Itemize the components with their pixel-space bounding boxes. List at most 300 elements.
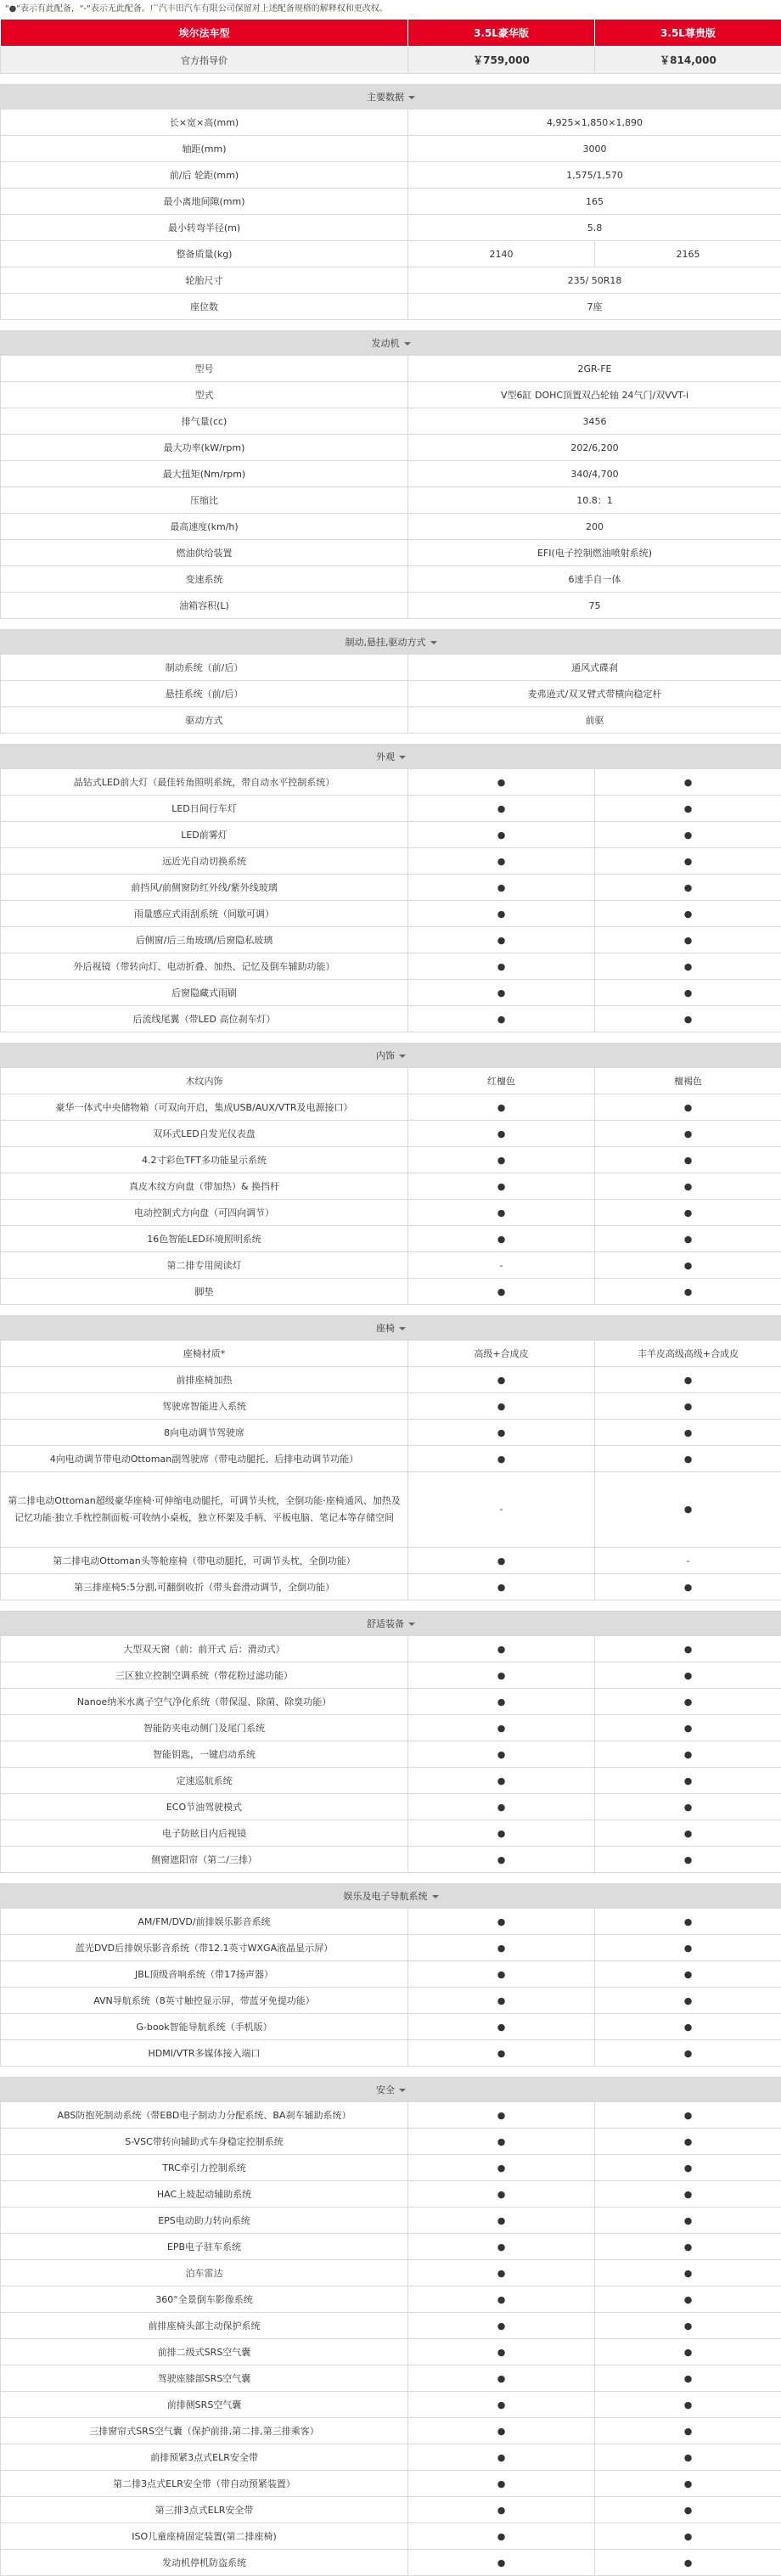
spec-row — [1, 1768, 781, 1794]
spec-label: 电子防眩目内后视镜 — [1, 1820, 408, 1847]
spec-value-luxury: ● — [408, 2471, 595, 2497]
section-spacer — [1, 320, 781, 331]
spec-label: 智能防夹电动侧门及尾门系统 — [1, 1715, 408, 1741]
spec-value-premium: ● — [595, 2497, 781, 2523]
spec-row — [1, 822, 781, 848]
spacer-cell — [1, 320, 781, 331]
spec-label: 前排座椅加热 — [1, 1367, 408, 1393]
spec-label: 轮胎尺寸 — [1, 267, 408, 294]
spec-value-premium: ● — [595, 2040, 781, 2067]
spec-value-luxury: ● — [408, 2418, 595, 2444]
spec-row — [1, 2339, 781, 2365]
chevron-down-icon[interactable] — [399, 756, 406, 759]
spec-label: LED日间行车灯 — [1, 796, 408, 822]
spec-value-luxury: ● — [408, 2365, 595, 2392]
spec-label: 豪华一体式中央储物箱（可双向开启，集成USB/AUX/VTR及电源接口） — [1, 1094, 408, 1121]
spec-row — [1, 1147, 781, 1173]
spec-value-shared: 10.8：1 — [408, 487, 781, 514]
section-header[interactable] — [1, 1611, 781, 1636]
spec-row — [1, 382, 781, 408]
spec-label: 长×宽×高(mm) — [1, 110, 408, 136]
spec-value-premium: ● — [595, 1909, 781, 1935]
spec-value-luxury: ● — [408, 2392, 595, 2418]
spec-value-premium: ● — [595, 1147, 781, 1173]
spec-value-luxury: ● — [408, 1820, 595, 1847]
spec-label: 油箱容积(L) — [1, 593, 408, 619]
section-title: 内饰 — [376, 1050, 395, 1061]
spec-row — [1, 2129, 781, 2155]
spec-value-luxury: ● — [408, 1420, 595, 1446]
spacer-cell — [1, 1305, 781, 1316]
spec-label: 远近光自动切换系统 — [1, 848, 408, 875]
spacer-cell — [1, 1873, 781, 1884]
spec-row — [1, 2313, 781, 2339]
spec-label: AM/FM/DVD/前排娱乐影音系统 — [1, 1909, 408, 1935]
section-header[interactable] — [1, 630, 781, 655]
spec-row — [1, 110, 781, 136]
spec-value-luxury: ● — [408, 1935, 595, 1961]
spec-label: G-book智能导航系统（手机版） — [1, 2014, 408, 2040]
spec-row — [1, 655, 781, 681]
spec-label: 外后视镜（带转向灯、电动折叠、加热、记忆及倒车辅助功能） — [1, 953, 408, 980]
spec-label: 大型双天窗（前：前开式 后：滑动式） — [1, 1636, 408, 1662]
spec-value-premium: ● — [595, 2208, 781, 2234]
spec-value-premium: ● — [595, 1420, 781, 1446]
section-title: 安全 — [376, 2084, 395, 2095]
section-title: 舒适装备 — [367, 1618, 404, 1629]
spec-value-luxury: ● — [408, 2129, 595, 2155]
spec-table — [0, 19, 781, 2576]
spec-value-premium: ● — [595, 1446, 781, 1472]
spec-row — [1, 540, 781, 566]
spec-value-premium: ● — [595, 2234, 781, 2260]
spec-row — [1, 980, 781, 1006]
spec-label: 4.2寸彩色TFT多功能显示系统 — [1, 1147, 408, 1173]
spec-value-luxury: ● — [408, 848, 595, 875]
section-title: 制动,悬挂,驱动方式 — [346, 637, 426, 648]
spec-label: 座椅材质* — [1, 1341, 408, 1367]
spec-value-premium: ● — [595, 1472, 781, 1548]
spec-label: 晶钻式LED前大灯（最佳转角照明系统，带自动水平控制系统） — [1, 769, 408, 796]
spec-row — [1, 1367, 781, 1393]
section-header-cell[interactable] — [1, 1884, 781, 1909]
spec-value-premium: ● — [595, 1094, 781, 1121]
section-header[interactable] — [1, 745, 781, 769]
spec-label: 4向电动调节带电动Ottoman副驾驶席（带电动腿托、后排电动调节功能） — [1, 1446, 408, 1472]
spec-row — [1, 2550, 781, 2576]
spec-label: 燃油供给装置 — [1, 540, 408, 566]
spec-label: 前挡风/前侧窗防红外线/紫外线玻璃 — [1, 875, 408, 901]
spec-label: 后流线尾翼（带LED 高位刹车灯） — [1, 1006, 408, 1032]
spec-row — [1, 2392, 781, 2418]
chevron-down-icon[interactable] — [404, 342, 411, 346]
spec-value-premium: ● — [595, 1279, 781, 1305]
spacer-cell — [1, 734, 781, 745]
spec-value-luxury: ● — [408, 2014, 595, 2040]
spec-value-premium: ● — [595, 1961, 781, 1988]
spec-value-shared: 4,925×1,850×1,890 — [408, 110, 781, 136]
spec-value-luxury: ● — [408, 1121, 595, 1147]
spec-value-luxury: ● — [408, 980, 595, 1006]
spec-value-premium: ● — [595, 2260, 781, 2286]
chevron-down-icon[interactable] — [399, 2089, 406, 2092]
spec-row — [1, 2523, 781, 2550]
spec-value-premium: ● — [595, 2444, 781, 2471]
spec-label: JBL顶级音响系统（带17扬声器） — [1, 1961, 408, 1988]
spec-value-premium: ● — [595, 1662, 781, 1689]
spec-row — [1, 1252, 781, 1279]
spec-value-shared: 3456 — [408, 408, 781, 435]
section-title: 娱乐及电子导航系统 — [344, 1891, 428, 1902]
spec-row — [1, 2497, 781, 2523]
spec-value-premium: ● — [595, 980, 781, 1006]
section-spacer — [1, 1873, 781, 1884]
spec-row — [1, 514, 781, 540]
section-header-cell[interactable] — [1, 331, 781, 356]
section-spacer — [1, 2067, 781, 2078]
spec-label: 制动系统（前/后） — [1, 655, 408, 681]
spec-row — [1, 1988, 781, 2014]
spec-value-luxury: ● — [408, 953, 595, 980]
section-title: 主要数据 — [367, 92, 404, 103]
spec-label: 前排二级式SRS空气囊 — [1, 2339, 408, 2365]
spec-value-premium: ● — [595, 1689, 781, 1715]
spec-label: 后侧窗/后三角玻璃/后窗隐私玻璃 — [1, 927, 408, 953]
disclaimer-note: "●"表示有此配备，"-"表示无此配备。广汽丰田汽车有限公司保留对上述配备规格的解释权和更改权。 — [0, 0, 781, 19]
spec-value-premium: ● — [595, 901, 781, 927]
spec-label: 型式 — [1, 382, 408, 408]
spec-value-premium: 丰羊皮高级高级+合成皮 — [595, 1341, 781, 1367]
spec-row — [1, 2040, 781, 2067]
spec-value-premium: ● — [595, 1252, 781, 1279]
spec-value-shared: 165 — [408, 188, 781, 215]
section-header[interactable] — [1, 331, 781, 356]
spec-label: 最小转弯半径(m) — [1, 215, 408, 241]
spec-value-luxury: ● — [408, 1147, 595, 1173]
spec-label: S-VSC带转向辅助式车身稳定控制系统 — [1, 2129, 408, 2155]
spec-value-shared: 7座 — [408, 294, 781, 320]
section-title: 外观 — [376, 751, 395, 762]
trim-header-premium: 3.5L尊贵版 — [595, 20, 781, 47]
spec-row — [1, 1961, 781, 1988]
spec-value-premium: ● — [595, 1636, 781, 1662]
spec-value-shared: 通风式碟刹 — [408, 655, 781, 681]
spec-label: 发动机停机防盗系统 — [1, 2550, 408, 2576]
spec-label: 压缩比 — [1, 487, 408, 514]
spec-row — [1, 927, 781, 953]
spec-value-luxury: ● — [408, 2286, 595, 2313]
spec-row — [1, 2234, 781, 2260]
spec-value-premium: ● — [595, 2313, 781, 2339]
spec-label: 第三排3点式ELR安全带 — [1, 2497, 408, 2523]
spec-value-luxury: ● — [408, 1574, 595, 1600]
spec-value-shared: 麦弗逊式/双叉臂式带横向稳定杆 — [408, 681, 781, 707]
spec-label: 蓝光DVD后排娱乐影音系统（带12.1英寸WXGA液晶显示屏） — [1, 1935, 408, 1961]
spec-row — [1, 1820, 781, 1847]
spec-row — [1, 1121, 781, 1147]
spec-row — [1, 2418, 781, 2444]
spec-value-shared: 前驱 — [408, 707, 781, 734]
spec-value-luxury: ● — [408, 1715, 595, 1741]
spec-row — [1, 188, 781, 215]
spacer-cell — [1, 1032, 781, 1043]
spec-value-luxury: ● — [408, 796, 595, 822]
spec-row — [1, 267, 781, 294]
spec-label: TRC牵引力控制系统 — [1, 2155, 408, 2181]
spec-value-luxury: ● — [408, 1094, 595, 1121]
spec-value-luxury: ● — [408, 1200, 595, 1226]
spec-value-luxury: ● — [408, 1393, 595, 1420]
spec-row — [1, 1472, 781, 1548]
chevron-down-icon[interactable] — [432, 1895, 439, 1898]
spec-label: 第二排专用阅读灯 — [1, 1252, 408, 1279]
spec-row — [1, 2286, 781, 2313]
price-row — [1, 47, 781, 74]
spec-label: 第二排电动Ottoman头等舱座椅（带电动腿托，可调节头枕，全倒功能） — [1, 1548, 408, 1574]
spec-label: 悬挂系统（前/后） — [1, 681, 408, 707]
spec-value-premium: ● — [595, 2286, 781, 2313]
spec-value-luxury: ● — [408, 2497, 595, 2523]
spec-row — [1, 1689, 781, 1715]
spec-label: 16色智能LED环境照明系统 — [1, 1226, 408, 1252]
spec-value-premium: ● — [595, 2155, 781, 2181]
spec-value-shared: 235/ 50R18 — [408, 267, 781, 294]
spec-label: 脚垫 — [1, 1279, 408, 1305]
spec-label: HAC上坡起动辅助系统 — [1, 2181, 408, 2208]
section-spacer — [1, 1032, 781, 1043]
section-spacer — [1, 1305, 781, 1316]
spec-value-shared: 75 — [408, 593, 781, 619]
spec-label: 整备质量(kg) — [1, 241, 408, 267]
chevron-down-icon[interactable] — [408, 96, 415, 99]
spec-label: ABS防抱死制动系统（带EBD电子制动力分配系统、BA刹车辅助系统） — [1, 2102, 408, 2129]
section-header-cell[interactable] — [1, 2078, 781, 2102]
spec-value-luxury: ● — [408, 1689, 595, 1715]
spacer-cell — [1, 619, 781, 630]
chevron-down-icon[interactable] — [430, 641, 437, 644]
spec-label: 电动控制式方向盘（可四向调节） — [1, 1200, 408, 1226]
spec-value-premium: ● — [595, 1367, 781, 1393]
spec-value-luxury: ● — [408, 1367, 595, 1393]
spec-label: 第二排电动Ottoman超级豪华座椅·可伸缩电动腿托，可调节头枕，全倒功能·座椅通风、加热及记忆功能·独立手枕控制面板·可收纳小桌板，独立杯架及手柄、平板电脑、笔记本等存储空间 — [1, 1472, 408, 1548]
spec-value-shared: V型6缸 DOHC顶置双凸轮轴 24气门/双VVT-i — [408, 382, 781, 408]
spec-value-premium: ● — [595, 2365, 781, 2392]
spec-value-luxury: ● — [408, 2208, 595, 2234]
spec-label: LED前雾灯 — [1, 822, 408, 848]
spec-value-luxury: ● — [408, 1226, 595, 1252]
spec-label: 最大扭矩(Nm/rpm) — [1, 461, 408, 487]
spec-value-premium: ● — [595, 2471, 781, 2497]
section-header[interactable] — [1, 1884, 781, 1909]
spec-row — [1, 1548, 781, 1574]
spec-value-luxury: 红檀色 — [408, 1068, 595, 1094]
spec-value-premium: ● — [595, 822, 781, 848]
spec-row — [1, 2208, 781, 2234]
spec-value-premium: ● — [595, 1768, 781, 1794]
spec-value-luxury: ● — [408, 769, 595, 796]
spec-value-premium: ● — [595, 848, 781, 875]
chevron-down-icon[interactable] — [408, 1623, 415, 1626]
spec-label: 侧窗遮阳帘（第二/三排） — [1, 1847, 408, 1873]
spec-label: 驱动方式 — [1, 707, 408, 734]
spec-row — [1, 2471, 781, 2497]
section-header[interactable] — [1, 1316, 781, 1341]
spec-label: EPB电子驻车系统 — [1, 2234, 408, 2260]
spec-row — [1, 2260, 781, 2286]
spec-value-luxury: ● — [408, 1006, 595, 1032]
spec-value-luxury: ● — [408, 2550, 595, 2576]
section-header-cell[interactable] — [1, 745, 781, 769]
spec-label: 泊车雷达 — [1, 2260, 408, 2286]
spec-label: 前排座椅头部主动保护系统 — [1, 2313, 408, 2339]
spec-row — [1, 1226, 781, 1252]
price-premium: ￥814,000 — [595, 47, 781, 74]
section-title: 发动机 — [372, 338, 400, 349]
section-header-cell[interactable] — [1, 1043, 781, 1068]
spec-row — [1, 593, 781, 619]
model-header: 埃尔法车型 — [1, 20, 408, 47]
spec-row — [1, 1094, 781, 1121]
spec-value-premium: ● — [595, 1741, 781, 1768]
spec-row — [1, 2365, 781, 2392]
spacer-cell — [1, 1600, 781, 1611]
spec-value-luxury: - — [408, 1252, 595, 1279]
spec-value-luxury: ● — [408, 2234, 595, 2260]
spec-row — [1, 1068, 781, 1094]
spec-value-shared: 6速手自一体 — [408, 566, 781, 593]
spec-row — [1, 1279, 781, 1305]
section-header[interactable] — [1, 1043, 781, 1068]
spec-value-shared: 1,575/1,570 — [408, 162, 781, 188]
chevron-down-icon[interactable] — [399, 1327, 406, 1330]
spec-value-premium: ● — [595, 2129, 781, 2155]
section-header-cell[interactable] — [1, 1611, 781, 1636]
spec-label: 双环式LED自发光仪表盘 — [1, 1121, 408, 1147]
spec-label: 最大功率(kW/rpm) — [1, 435, 408, 461]
spec-value-luxury: 高级+合成皮 — [408, 1341, 595, 1367]
spec-value-luxury: - — [408, 1472, 595, 1548]
spec-value-luxury: ● — [408, 1961, 595, 1988]
spec-value-luxury: ● — [408, 1636, 595, 1662]
spec-label: EPS电动助力转向系统 — [1, 2208, 408, 2234]
spec-row — [1, 1935, 781, 1961]
section-header[interactable] — [1, 85, 781, 110]
spec-value-premium: ● — [595, 2418, 781, 2444]
spec-label: 木纹内饰 — [1, 1068, 408, 1094]
spacer-cell — [1, 74, 781, 85]
spec-row — [1, 566, 781, 593]
spec-value-premium: ● — [595, 2550, 781, 2576]
spec-label: 雨量感应式雨刮系统（间歇可调） — [1, 901, 408, 927]
spec-row — [1, 1420, 781, 1446]
spec-value-premium: ● — [595, 2392, 781, 2418]
spec-row — [1, 707, 781, 734]
table-header — [1, 20, 781, 47]
spec-value-shared: 2GR-FE — [408, 356, 781, 382]
spec-value-shared: 340/4,700 — [408, 461, 781, 487]
spec-value-premium: ● — [595, 1226, 781, 1252]
spec-row — [1, 487, 781, 514]
spec-value-premium: ● — [595, 796, 781, 822]
spec-row — [1, 953, 781, 980]
section-spacer — [1, 619, 781, 630]
section-spacer — [1, 74, 781, 85]
spec-value-premium: ● — [595, 2523, 781, 2550]
section-header[interactable] — [1, 2078, 781, 2102]
spec-value-premium: ● — [595, 953, 781, 980]
spec-value-premium: - — [595, 1548, 781, 1574]
spec-value-luxury: ● — [408, 1768, 595, 1794]
spec-label: ISO儿童座椅固定装置(第二排座椅) — [1, 2523, 408, 2550]
spec-row — [1, 1574, 781, 1600]
spec-value-luxury: ● — [408, 1741, 595, 1768]
spec-value-luxury: ● — [408, 1173, 595, 1200]
price-luxury: ￥759,000 — [408, 47, 595, 74]
spec-value-premium: ● — [595, 2102, 781, 2129]
spec-row — [1, 1741, 781, 1768]
spec-value-luxury: ● — [408, 2102, 595, 2129]
spec-label: HDMI/VTR多媒体接入端口 — [1, 2040, 408, 2067]
spec-value-luxury: ● — [408, 1847, 595, 1873]
spec-row — [1, 1662, 781, 1689]
spec-row — [1, 848, 781, 875]
spec-value-luxury: ● — [408, 927, 595, 953]
spec-label: 座位数 — [1, 294, 408, 320]
spec-label: 第二排3点式ELR安全带（带自动预紧装置） — [1, 2471, 408, 2497]
spec-value-luxury: ● — [408, 1446, 595, 1472]
spec-value-luxury: ● — [408, 2260, 595, 2286]
spec-value-luxury: ● — [408, 2523, 595, 2550]
section-header-cell[interactable] — [1, 1316, 781, 1341]
spec-value-premium: ● — [595, 1121, 781, 1147]
spec-value-premium: ● — [595, 927, 781, 953]
spec-row — [1, 1200, 781, 1226]
spec-value-premium: ● — [595, 1847, 781, 1873]
spec-value-premium: ● — [595, 1794, 781, 1820]
spec-value-premium: ● — [595, 875, 781, 901]
spec-value-luxury: ● — [408, 2339, 595, 2365]
spec-row — [1, 2102, 781, 2129]
section-spacer — [1, 1600, 781, 1611]
spec-value-shared: 202/6,200 — [408, 435, 781, 461]
spec-row — [1, 162, 781, 188]
spec-value-premium: ● — [595, 2339, 781, 2365]
section-header-cell[interactable] — [1, 630, 781, 655]
spec-value-luxury: 2140 — [408, 241, 595, 267]
spec-row — [1, 294, 781, 320]
spec-value-premium: ● — [595, 1988, 781, 2014]
chevron-down-icon[interactable] — [399, 1055, 406, 1058]
spec-value-premium: 2165 — [595, 241, 781, 267]
spec-label: 前/后 轮距(mm) — [1, 162, 408, 188]
price-label: 官方指导价 — [1, 47, 408, 74]
spec-row — [1, 1847, 781, 1873]
spec-label: ECO节油驾驶模式 — [1, 1794, 408, 1820]
spec-value-luxury: ● — [408, 1662, 595, 1689]
spec-label: 360°全景倒车影像系统 — [1, 2286, 408, 2313]
spec-row — [1, 1715, 781, 1741]
spec-value-shared: 200 — [408, 514, 781, 540]
spec-label: 型号 — [1, 356, 408, 382]
spec-value-premium: ● — [595, 769, 781, 796]
section-header-cell[interactable] — [1, 85, 781, 110]
spec-label: 排气量(cc) — [1, 408, 408, 435]
spec-value-premium: ● — [595, 2181, 781, 2208]
spec-label: 最小离地间隙(mm) — [1, 188, 408, 215]
spec-row — [1, 796, 781, 822]
spec-row — [1, 2155, 781, 2181]
spec-label: 定速巡航系统 — [1, 1768, 408, 1794]
